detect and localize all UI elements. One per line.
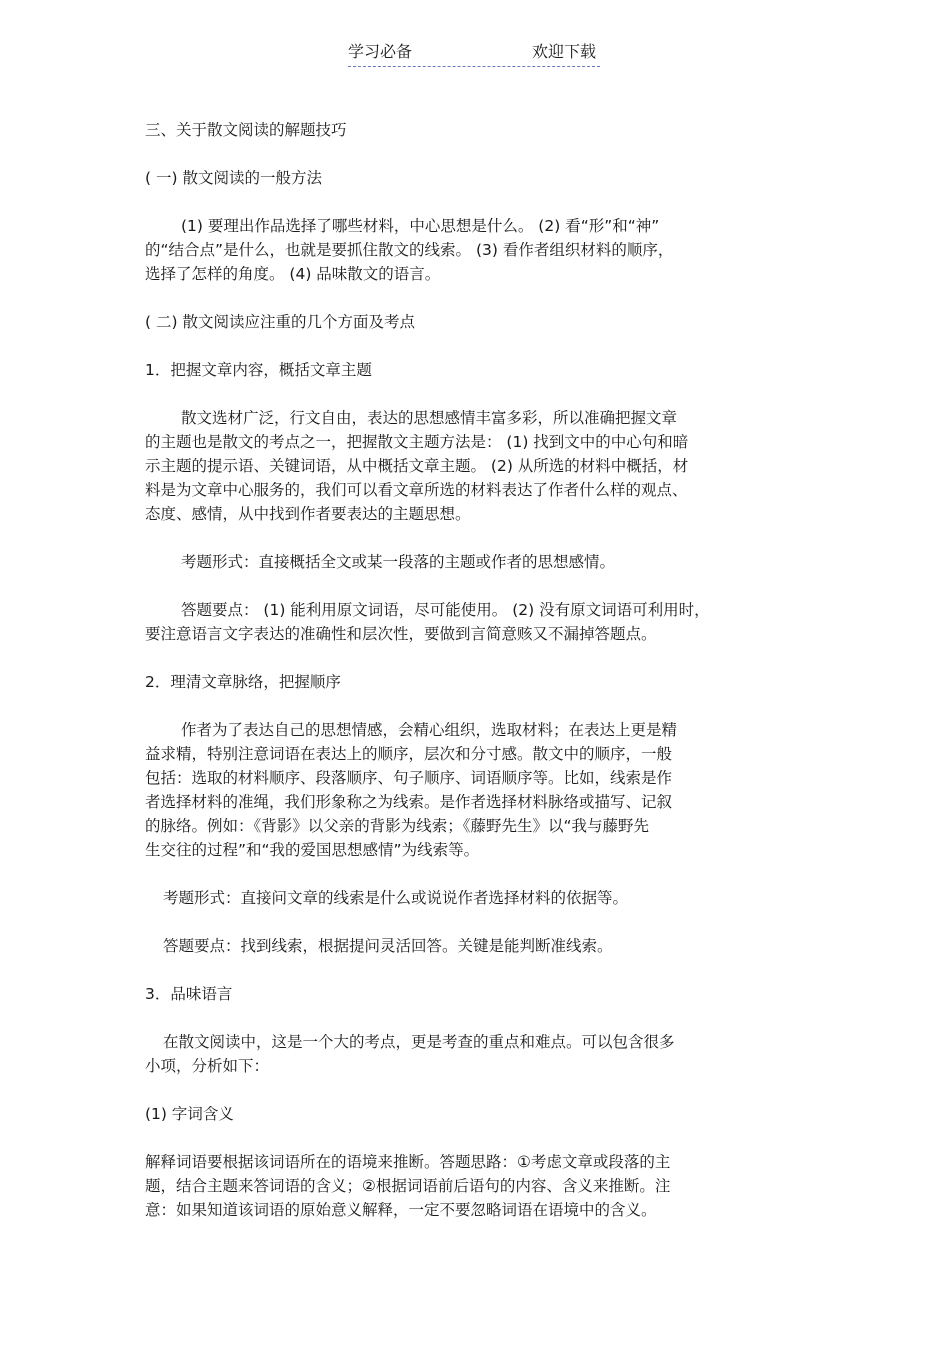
paragraph-question-form [145, 886, 800, 910]
text-line: 答题要点： (1) 能利用原文词语，尽可能使用。 (2) 没有原文词语可利用时， [181, 601, 710, 619]
text-line: 要注意语言文字表达的准确性和层次性，要做到言简意赅又不漏掉答题点。 [145, 625, 657, 643]
text-line: 料是为文章中心服务的，我们可以看文章所选的材料表达了作者什么样的观点、 [145, 481, 688, 499]
page-header [348, 42, 600, 67]
text-line: 态度、感情，从中找到作者要表达的主题思想。 [145, 505, 471, 523]
text-line: 示主题的提示语、关键词语，从中概括文章主题。 (2) 从所选的材料中概括，材 [145, 457, 689, 475]
point-heading [145, 358, 800, 382]
header-right-text: 欢迎下载 [531, 42, 596, 61]
point-heading [145, 670, 800, 694]
section-title [145, 118, 800, 142]
text-line: ( 二) 散文阅读应注重的几个方面及考点 [145, 313, 415, 331]
paragraph-theme [145, 406, 800, 526]
text-line: 考题形式：直接问文章的线索是什么或说说作者选择材料的依据等。 [163, 889, 629, 907]
text-line: 2．理清文章脉络，把握顺序 [145, 673, 341, 691]
text-line: 三、关于散文阅读的解题技巧 [145, 121, 347, 139]
paragraph-word-meaning [145, 1150, 800, 1222]
text-line: (1) 字词含义 [145, 1105, 234, 1123]
subsection-heading [145, 310, 800, 334]
paragraph-question-form [145, 550, 800, 574]
text-line: 答题要点：找到线索，根据提问灵活回答。关键是能判断准线索。 [163, 937, 613, 955]
text-line: 在散文阅读中，这是一个大的考点，更是考查的重点和难点。可以包含很多 [163, 1033, 675, 1051]
text-line: 小项，分析如下： [145, 1057, 270, 1075]
text-line: 选择了怎样的角度。 (4) 品味散文的语言。 [145, 265, 441, 283]
text-line: (1) 要理出作品选择了哪些材料，中心思想是什么。 (2) 看“形”和“神” [181, 217, 660, 235]
paragraph-answer-points [145, 598, 800, 646]
paragraph-answer-points [145, 934, 800, 958]
point-heading [145, 982, 800, 1006]
text-line: 者选择材料的准绳，我们形象称之为线索。是作者选择材料脉络或描写、记叙 [145, 793, 673, 811]
text-line: 解释词语要根据该词语所在的语境来推断。答题思路：①考虑文章或段落的主 [145, 1153, 671, 1171]
text-line: 题，结合主题来答词语的含义；②根据词语前后语句的内容、含义来推断。注 [145, 1177, 671, 1195]
paragraph-language [145, 1030, 800, 1078]
text-line: 生交往的过程”和“我的爱国思想感情”为线索等。 [145, 841, 480, 859]
text-line: 作者为了表达自己的思想情感，会精心组织，选取材料；在表达上更是精 [181, 721, 678, 739]
text-line: 3．品味语言 [145, 985, 233, 1003]
paragraph-methods [145, 214, 800, 286]
text-line: 意：如果知道该词语的原始意义解释，一定不要忽略词语在语境中的含义。 [145, 1201, 657, 1219]
text-line: 的主题也是散文的考点之一，把握散文主题方法是： (1) 找到文中的中心句和暗 [145, 433, 689, 451]
text-line: 考题形式：直接概括全文或某一段落的主题或作者的思想感情。 [181, 553, 616, 571]
subsection-heading [145, 166, 800, 190]
paragraph-structure [145, 718, 800, 862]
text-line: 的“结合点”是什么，也就是要抓住散文的线索。 (3) 看作者组织材料的顺序， [145, 241, 674, 259]
text-line: 益求精，特别注意词语在表达上的顺序，层次和分寸感。散文中的顺序，一般 [145, 745, 673, 763]
text-line: 1．把握文章内容，概括文章主题 [145, 361, 372, 379]
document-body [145, 118, 800, 1222]
subpoint-heading [145, 1102, 800, 1126]
text-line: 散文选材广泛，行文自由，表达的思想感情丰富多彩，所以准确把握文章 [181, 409, 678, 427]
text-line: 包括：选取的材料顺序、段落顺序、句子顺序、词语顺序等。比如，线索是作 [145, 769, 673, 787]
header-left-text: 学习必备 [348, 42, 413, 61]
text-line: 的脉络。例如：《背影》以父亲的背影为线索；《藤野先生》以“我与藤野先 [145, 817, 650, 835]
text-line: ( 一) 散文阅读的一般方法 [145, 169, 322, 187]
